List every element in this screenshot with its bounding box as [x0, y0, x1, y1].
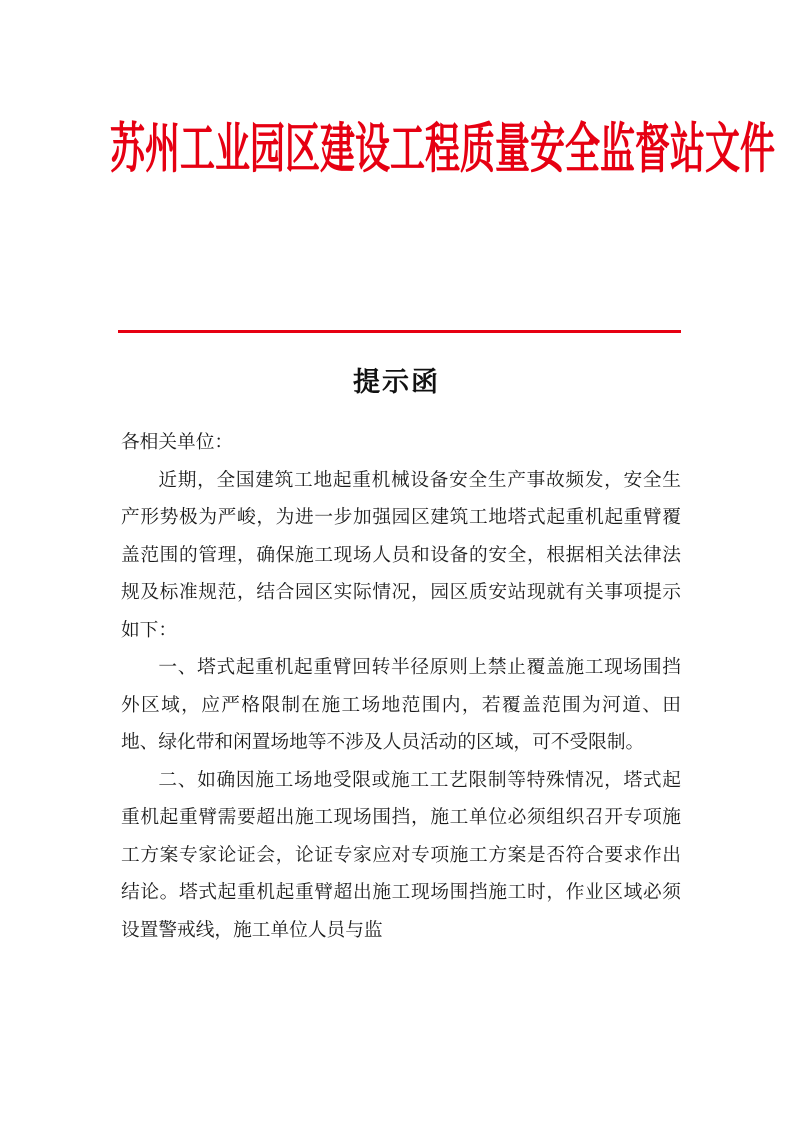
document-body: [121, 424, 681, 949]
paragraph-intro: 近期，全国建筑工地起重机械设备安全生产事故频发，安全生产形势极为严峻，为进一步加强园区建筑工地塔式起重机起重臂覆盖范围的管理，确保施工现场人员和设备的安全，根据相关法律法规及标准规范，结合园区实际情况，园区质安站现就有关事项提示如下：: [121, 469, 681, 641]
salutation: 各相关单位：: [121, 432, 234, 453]
paragraph-item-1: 一、塔式起重机起重臂回转半径原则上禁止覆盖施工现场围挡外区域，应严格限制在施工场地范围内，若覆盖范围为河道、田地、绿化带和闲置场地等不涉及人员活动的区域，可不受限制。: [121, 657, 681, 753]
paragraph-item-2: 二、如确因施工场地受限或施工工艺限制等特殊情况，塔式起重机起重臂需要超出施工现场围挡，施工单位必须组织召开专项施工方案专家论证会，论证专家应对专项施工方案是否符合要求作出结论。塔式起重机起重臂超出施工现场围挡施工时，作业区域必须设置警戒线，施工单位人员与监: [121, 769, 681, 941]
red-divider-line: [118, 330, 681, 333]
masthead-title: 苏州工业园区建设工程质量安全监督站文件: [110, 119, 776, 181]
document-title: 提示函: [353, 367, 440, 398]
